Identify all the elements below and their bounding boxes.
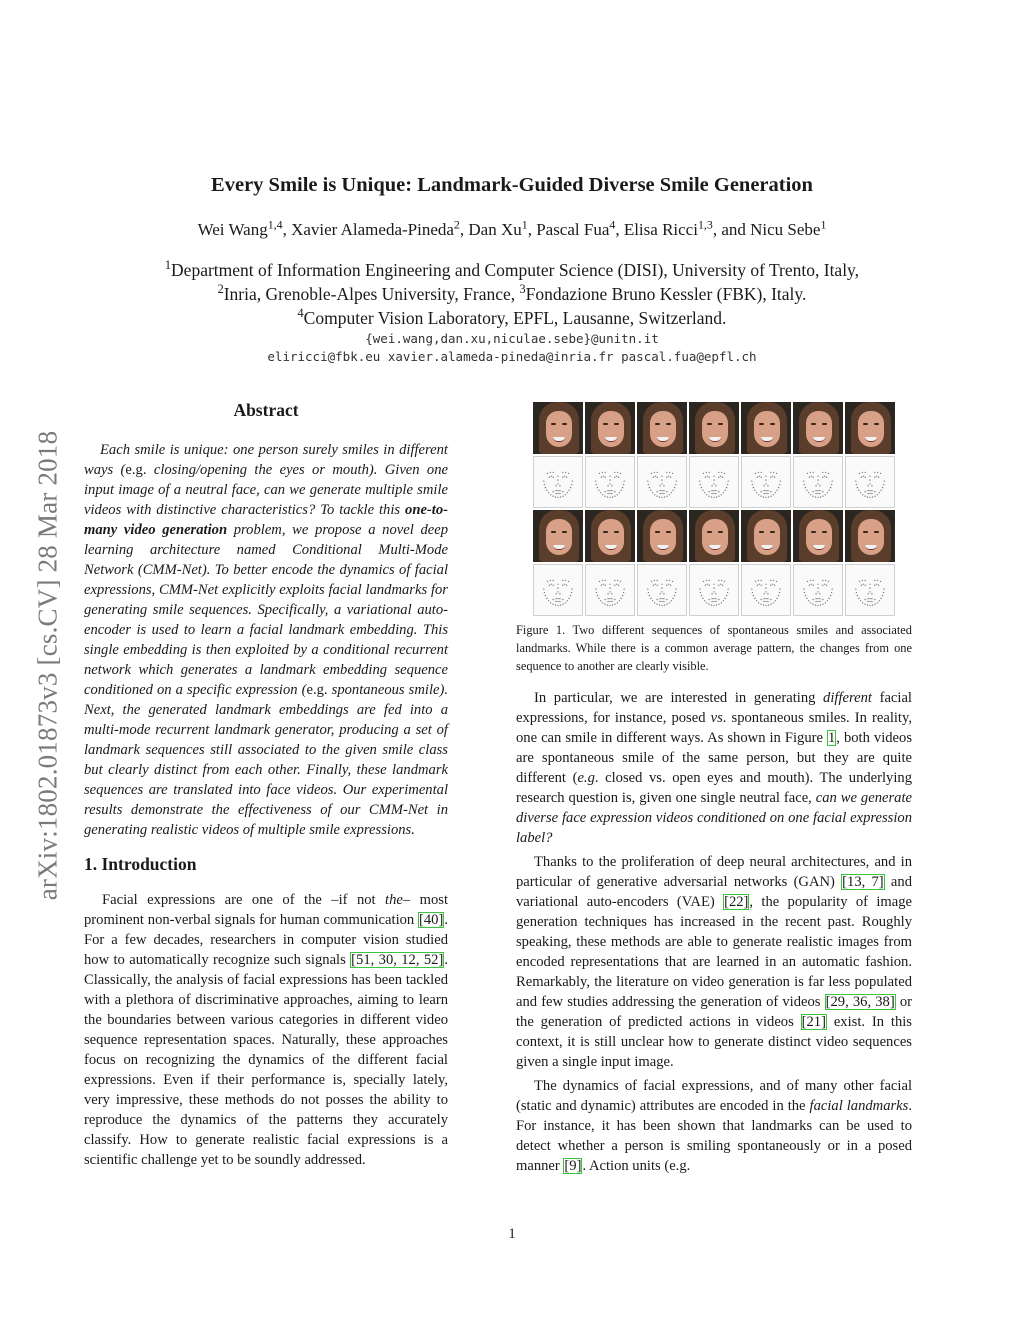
page-number: 1 (508, 1226, 516, 1242)
author-affil-sup: 1,3 (697, 217, 713, 232)
face-frame (793, 510, 843, 562)
author-name: , Pascal Fua (527, 220, 610, 239)
landmark-frame (533, 564, 583, 616)
left-column (84, 400, 448, 1170)
figure-1 (533, 402, 895, 614)
author-affil-sup: 1,4 (267, 217, 283, 232)
author-name: , Elisa Ricci (615, 220, 698, 239)
landmark-frame (845, 564, 895, 616)
citation-link[interactable]: [22] (724, 894, 749, 910)
paper-title: Every Smile is Unique: Landmark-Guided Diverse Smile Generation (211, 174, 813, 196)
affiliation-line-3: $^4$Computer Vision Laboratory, EPFL, Lausanne, Switzerland. (297, 306, 727, 328)
abstract-heading: Abstract (233, 400, 299, 420)
face-frame (637, 510, 687, 562)
face-frame (585, 402, 635, 454)
face-frame (741, 510, 791, 562)
landmark-frame (689, 456, 739, 508)
figure-ref-link[interactable]: 1 (827, 730, 836, 746)
email-line-1: {wei.wang,dan.xu,niculae.sebe}@unitn.it (365, 331, 659, 346)
paragraph-landmarks: The dynamics of facial expressions, and of many other facial (static and dynamic) attributes are encoded in the facial landmarks. For instance, it has been shown that landmarks can be used to detect whether a person is smiling spontaneously or in a posed manner [9]. Action units (e.g. (516, 1078, 912, 1174)
face-frame (845, 402, 895, 454)
face-frame (845, 510, 895, 562)
author-affil-sup: 1 (820, 217, 827, 232)
citation-link[interactable]: [40] (419, 912, 444, 928)
face-frame (741, 402, 791, 454)
affiliation-line-2: $^2$Inria, Grenoble-Alpes University, France, $^3$Fondazione Bruno Kessler (FBK), Italy. (217, 282, 807, 304)
face-frame (689, 510, 739, 562)
author-name: Wei Wang (197, 220, 268, 239)
landmark-frame (689, 564, 739, 616)
landmark-row-1 (533, 456, 895, 508)
citation-link[interactable]: [13, 7] (842, 874, 884, 890)
author-affil-sup: 4 (609, 217, 616, 232)
author-name: , Xavier Alameda-Pineda (282, 220, 454, 239)
face-frame (793, 402, 843, 454)
abstract-text: Each smile is unique: one person surely smiles in different ways (e.g. closing/opening the eyes or mouth). Given one input image of a neutral face, can we generate multiple smile videos with distinctive characteristics? To tackle this one-to-many video generation problem, we propose a novel deep learning architecture named Conditional Multi-Mode Network (CMM-Net). To better encode the dynamics of facial expressions, CMM-Net explicitly exploits facial landmarks for generating smile sequences. Specifically, a variational auto-encoder is used to learn a facial landmark embedding. This single embedding is then exploited by a conditional recurrent network which generates a landmark embedding sequence conditioned on a specific expression (e.g. spontaneous smile). Next, the generated landmark embeddings are fed into a multi-mode recurrent landmark generator, producing a set of landmark sequences still associated to the given smile class but clearly distinct from each other. Finally, these landmark sequences are translated into face videos. Our experimental results demonstrate the effectiveness of our CMM-Net in generating realistic videos of multiple smile expressions. (84, 442, 448, 838)
landmark-frame (637, 456, 687, 508)
face-frame (585, 510, 635, 562)
face-row-2 (533, 510, 895, 562)
citation-link[interactable]: [29, 36, 38] (825, 994, 895, 1010)
landmark-frame (637, 564, 687, 616)
landmark-frame (845, 456, 895, 508)
paragraph-deep-architectures: Thanks to the proliferation of deep neural architectures, and in particular of generative adversarial networks (GAN) [13, 7] and variational auto-encoders (VAE) [22], the popularity of image generation techniques has increased in the recent past. Roughly speaking, these methods are able to generate realistic images from encoded representations that are learned in an automatic fashion. Remarkably, the literature on video generation is far less populated and few studies addressing the generation of videos [29, 36, 38] or the generation of predicted actions in videos [21] exist. In this context, it is still unclear how to generate distinct video sequences given a single input image. (516, 854, 913, 1070)
author-affil-sup: 1 (521, 217, 528, 232)
citation-link[interactable]: [51, 30, 12, 52] (351, 952, 444, 968)
intro-paragraph-1: Facial expressions are one of the –if not the– most prominent non-verbal signals for human communication [40]. For a few decades, researchers in computer vision studied how to automatically recognize such signals [51, 30, 12, 52]. Classically, the analysis of facial expressions has been tackled with a plethora of discriminative approaches, aiming to learn the boundaries between various categories in different video sequence representation spaces. Naturally, these approaches focus on recognizing the dynamics of the different facial expressions. Even if their performance is, specially lately, very impressive, these methods do not posses the ability to reproduce the dynamics of the patterns they accurately classify. How to generate realistic facial expressions is a scientific challenge yet to be soundly addressed. (84, 892, 449, 1168)
landmark-frame (793, 456, 843, 508)
landmark-frame (741, 564, 791, 616)
author-name: , Dan Xu (459, 220, 522, 239)
landmark-frame (585, 456, 635, 508)
landmark-frame (585, 564, 635, 616)
section-heading-introduction: 1. Introduction (84, 854, 197, 874)
face-frame (689, 402, 739, 454)
email-line-2: eliricci@fbk.eu xavier.alameda-pineda@inria.fr pascal.fua@epfl.ch (267, 349, 757, 364)
face-frame (533, 510, 583, 562)
citation-link[interactable]: [9] (564, 1158, 582, 1174)
landmark-row-2 (533, 564, 895, 616)
landmark-frame (793, 564, 843, 616)
face-frame (533, 402, 583, 454)
citation-link[interactable]: [21] (801, 1014, 826, 1030)
paragraph-different-expressions: In particular, we are interested in generating different facial expressions, for instance, posed vs. spontaneous smiles. In reality, one can smile in different ways. As shown in Figure 1, both videos are spontaneous smile of the same person, but they are quite different (e.g. closed vs. open eyes and mouth). The underlying research question is, given one single neutral face, can we generate diverse face expression videos conditioned on one facial expression label? (516, 690, 913, 846)
author-affil-sup: 2 (453, 217, 460, 232)
right-column (516, 688, 912, 1176)
author-name: , and Nicu Sebe (712, 220, 821, 239)
affiliation-line-1: $^1$Department of Information Engineering and Computer Science (DISI), University of Trento, Italy, (164, 258, 860, 280)
arxiv-id: arXiv:1802.01873v3 [cs.CV] 28 Mar 2018 (32, 430, 63, 900)
face-row-1 (533, 402, 895, 454)
figure-1-caption: Figure 1. Two different sequences of spontaneous smiles and associated landmarks. While there is a common average pattern, the changes from one sequence to another are clearly visible. (516, 623, 912, 673)
landmark-frame (533, 456, 583, 508)
arxiv-sidebar (30, 365, 66, 965)
landmark-frame (741, 456, 791, 508)
author-list (0, 217, 1024, 240)
face-frame (637, 402, 687, 454)
